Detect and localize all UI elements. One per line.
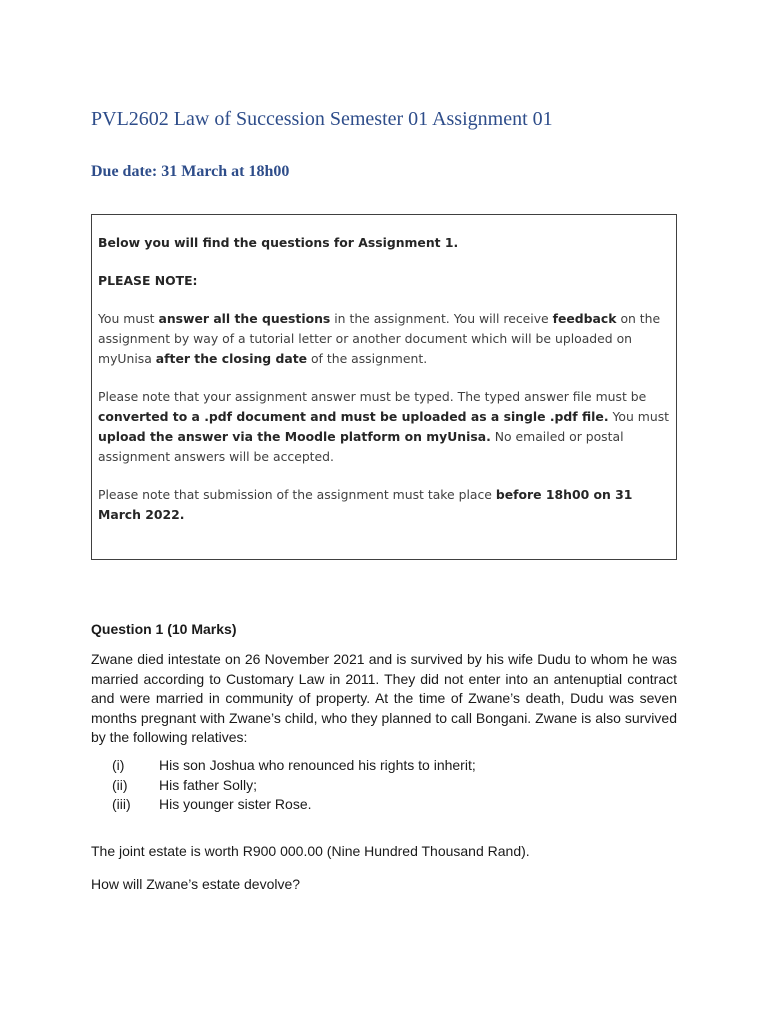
bold-run: before 18h00 on 31 March 2022. [98, 487, 633, 522]
text-run: No emailed or postal assignment answers will be accepted. [98, 429, 624, 464]
text-run: on the assignment by way of a tutorial letter or another document which will be uploaded on myUnisa [98, 311, 661, 366]
list-item-text: His father Solly; [159, 776, 258, 793]
list-item [112, 776, 672, 796]
estate-value-text: The joint estate is worth R900 000.00 (Nine Hundred Thousand Rand). [91, 843, 530, 859]
please-note-heading: PLEASE NOTE: [98, 273, 198, 288]
list-item-number: (iii) [112, 796, 131, 812]
bold-run: answer all the questions [158, 311, 331, 326]
text-run: You must [98, 311, 159, 326]
text-run: You must [608, 409, 670, 424]
bold-run: converted to a .pdf document and must be uploaded as a single .pdf file. [98, 409, 609, 424]
notice-box [91, 214, 677, 560]
due-date: Due date: 31 March at 18h00 [91, 163, 290, 180]
list-item [112, 795, 672, 815]
list-item-text: His son Joshua who renounced his rights to inherit; [159, 757, 476, 773]
document-title: PVL2602 Law of Succession Semester 01 Assignment 01 [91, 108, 553, 130]
text-run: of the assignment. [307, 351, 428, 366]
bold-run: upload the answer via the Moodle platform on myUnisa. [98, 429, 491, 444]
notice-intro: Below you will find the questions for Assignment 1. [98, 235, 459, 250]
text-run: Please note that submission of the assignment must take place [98, 487, 496, 502]
notice-paragraph-feedback [98, 309, 670, 369]
bold-run: feedback [552, 311, 617, 326]
question-prompt: How will Zwane’s estate devolve? [91, 876, 301, 892]
relatives-list [112, 756, 672, 815]
list-item-text: His younger sister Rose. [159, 796, 312, 812]
question-1-heading: Question 1 (10 Marks) [91, 621, 237, 637]
notice-paragraph-format [98, 387, 670, 467]
list-item [112, 756, 672, 776]
text-run: Please note that your assignment answer must be typed. The typed answer file must be [98, 389, 647, 404]
question-1-body: Zwane died intestate on 26 November 2021 and is survived by his wife Dudu to whom he was married according to Customary Law in 2011. They did not enter into an antenuptial contract and were married in community of property. At the time of Zwane’s death, Dudu was seven months pregnant with Zwane’s child, who they planned to call Bongani. Zwane is also survived by the following relatives: [91, 651, 677, 745]
text-run: in the assignment. You will receive [330, 311, 553, 326]
notice-paragraph-deadline [98, 485, 670, 525]
list-item-number: (ii) [112, 776, 128, 793]
bold-run: after the closing date [155, 351, 308, 366]
list-item-number: (i) [112, 757, 125, 773]
